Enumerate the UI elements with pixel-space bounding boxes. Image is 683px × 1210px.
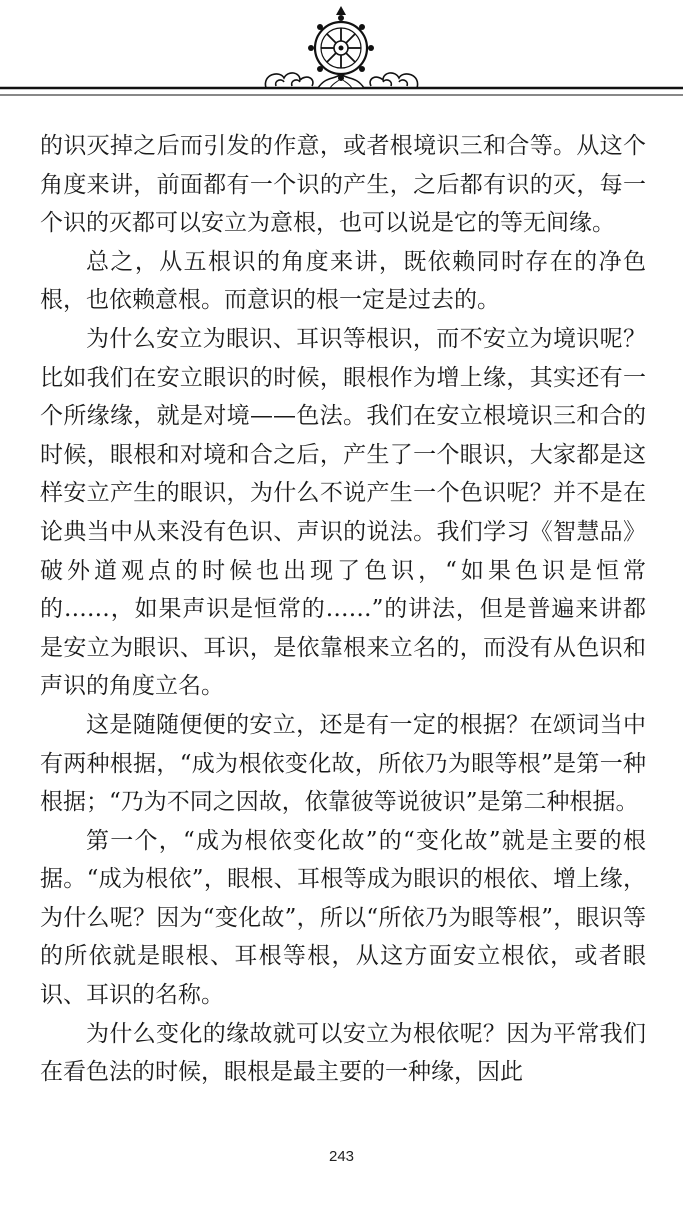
paragraph: 为什么变化的缘故就可以安立为根依呢？因为平常我们在看色法的时候，眼根是最主要的一种缘，因此	[40, 1020, 646, 1086]
page-header-ornament	[0, 0, 683, 110]
paragraph: 的识灭掉之后而引发的作意，或者根境识三和合等。从这个角度来讲，前面都有一个识的产生，之后都有识的灭，每一个识的灭都可以安立为意根，也可以说是它的等无间缘。	[40, 133, 646, 237]
body-text	[40, 127, 646, 1092]
paragraph: 这是随随便便的安立，还是有一定的根据？在颂词当中有两种根据，“成为根依变化故，所依乃为眼等根”是第一种根据；“乃为不同之因故，依靠彼等说彼识”是第二种根据。	[40, 711, 646, 816]
paragraph: 总之，从五根识的角度来讲，既依赖同时存在的净色根，也依赖意根。而意识的根一定是过去的。	[40, 248, 646, 314]
paragraph: 为什么安立为眼识、耳识等根识，而不安立为境识呢？比如我们在安立眼识的时候，眼根作为增上缘，其实还有一个所缘缘，就是对境——色法。我们在安立根境识三和合的时候，眼根和对境和合之后，产生了一个眼识，大家都是这样安立产生的眼识，为什么不说产生一个色识呢？并不是在论典当中从来没有色识、声识的说法。我们学习《智慧品》破外道观点的时候也出现了色识，“如果色识是恒常的……，如果声识是恒常的……”的讲法，但是普遍来讲都是安立为眼识、耳识，是依靠根来立名的，而没有从色识和声识的角度立名。	[40, 325, 646, 700]
dharma-wheel-icon	[0, 0, 683, 110]
page-number: 243	[328, 1148, 355, 1165]
paragraph: 第一个，“成为根依变化故”的“变化故”就是主要的根据。“成为根依”，眼根、耳根等成为眼识的根依、增上缘，为什么呢？因为“变化故”，所以“所依乃为眼等根”，眼识等的所依就是眼根、耳根等根，从这方面安立根依，或者眼识、耳识的名称。	[40, 827, 646, 1009]
